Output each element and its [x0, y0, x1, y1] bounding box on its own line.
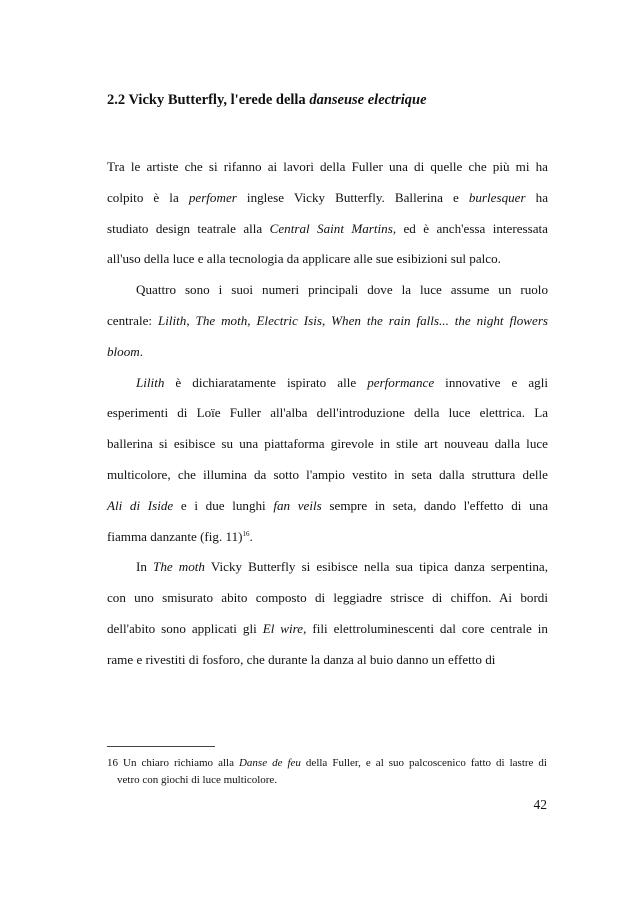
- paragraph-2-line-3: [107, 337, 548, 368]
- italic-term: fan veils: [273, 497, 322, 513]
- paragraph-3-line-1: [107, 368, 548, 399]
- text-run: 16 Un chiaro richiamo alla: [107, 757, 239, 769]
- paragraph-4-line-3: [107, 614, 548, 645]
- text-run: e i due lunghi: [173, 497, 274, 513]
- paragraph-1-line-4: [107, 244, 548, 275]
- paragraph-4-line-2: [107, 583, 548, 614]
- paragraph-1-line-2: [107, 183, 548, 214]
- heading-title: 2.2 Vicky Butterfly, l'erede della: [107, 92, 310, 108]
- text-run: ,: [186, 312, 196, 328]
- text-run: della Fuller, e al suo palcoscenico fatto di lastre di: [300, 757, 547, 769]
- text-run: .: [249, 528, 253, 544]
- text-run: Vicky Butterfly si esibisce nella sua tipica danza serpentina,: [204, 559, 548, 575]
- text-run: Tra le artiste che si rifanno ai lavori della Fuller una di quelle che più mi ha: [107, 159, 548, 174]
- italic-title: bloom: [107, 343, 140, 359]
- italic-title: Electric Isis: [256, 312, 322, 328]
- text-run: sempre in seta, dando l'effetto di una: [321, 497, 549, 513]
- italic-title: Danse de feu: [238, 757, 301, 769]
- italic-title: When the rain falls... the night flowers: [331, 312, 549, 328]
- footnote-16: [107, 755, 547, 789]
- text-run: ,: [321, 312, 332, 328]
- heading-italic-title: danseuse electrique: [309, 92, 427, 108]
- paragraph-3-line-2: [107, 398, 548, 429]
- body-text: [107, 152, 548, 676]
- paragraph-4-line-1: [107, 552, 548, 583]
- paragraph-4-line-4: [107, 645, 548, 676]
- section-heading: [107, 92, 547, 109]
- text-run: dell'abito sono applicati gli: [107, 620, 263, 636]
- text-run: In: [136, 559, 154, 575]
- paragraph-3-line-4: [107, 460, 548, 491]
- text-run: ha: [525, 189, 549, 205]
- italic-title: Lilith: [157, 312, 187, 328]
- italic-title: The moth: [153, 559, 205, 575]
- paragraph-1-line-3: [107, 214, 548, 245]
- italic-title: The moth: [195, 312, 248, 328]
- text-run: inglese Vicky Butterfly. Ballerina e: [236, 189, 469, 205]
- paragraph-2-line-2: [107, 306, 548, 337]
- text-run: centrale:: [107, 312, 158, 328]
- text-run: con uno smisurato abito composto di leggiadre strisce di chiffon. Ai bordi: [107, 590, 548, 606]
- paragraph-3-line-6: [107, 522, 548, 553]
- text-run: studiato design teatrale alla: [107, 220, 270, 236]
- text-run: rame e rivestiti di fosforo, che durante la danza al buio danno un effetto di: [107, 651, 496, 667]
- text-run: colpito è la: [107, 189, 189, 205]
- paragraph-3-line-5: [107, 491, 548, 522]
- italic-term: El wire: [262, 620, 304, 636]
- text-run: vetro con giochi di luce multicolore.: [117, 774, 278, 786]
- text-run: Quattro sono i suoi numeri principali dove la luce assume un ruolo: [136, 282, 548, 298]
- italic-title: Lilith: [136, 374, 165, 390]
- text-run: è dichiaratamente ispirato alle: [164, 374, 368, 390]
- text-run: innovative e agli: [434, 374, 548, 390]
- footnote-divider: [107, 746, 215, 747]
- text-run: , ed è anch'essa interessata: [392, 220, 548, 236]
- page-number: 42: [533, 797, 547, 812]
- text-run: all'uso della luce e alla tecnologia da applicare alle sue esibizioni sul palco.: [107, 251, 501, 267]
- italic-term: perfomer: [188, 189, 237, 205]
- text-run: ballerina si esibisce su una piattaforma girevole in stile art nouveau dalla luce: [107, 436, 548, 452]
- text-run: .: [139, 343, 144, 359]
- italic-term: burlesquer: [468, 189, 526, 205]
- text-run: esperimenti di Loïe Fuller all'alba dell'introduzione della luce elettrica. La: [107, 405, 548, 421]
- text-run: fiamma danzante (fig. 11): [107, 528, 243, 544]
- footnote-line-2: [107, 772, 547, 789]
- text-run: ,: [247, 312, 257, 328]
- text-run: , fili elettroluminescenti dal core centrale in: [303, 620, 548, 636]
- italic-title: Ali di Iside: [107, 497, 174, 513]
- footnote-line-1: [107, 755, 547, 772]
- footnote-reference[interactable]: 16: [242, 529, 250, 538]
- italic-term: performance: [367, 374, 435, 390]
- paragraph-1-line-1: [107, 152, 548, 183]
- paragraph-2-line-1: [107, 275, 548, 306]
- paragraph-3-line-3: [107, 429, 548, 460]
- text-run: multicolore, che illumina da sotto l'ampio vestito in seta dalla struttura delle: [107, 466, 548, 482]
- italic-term: Central Saint Martins: [269, 220, 393, 236]
